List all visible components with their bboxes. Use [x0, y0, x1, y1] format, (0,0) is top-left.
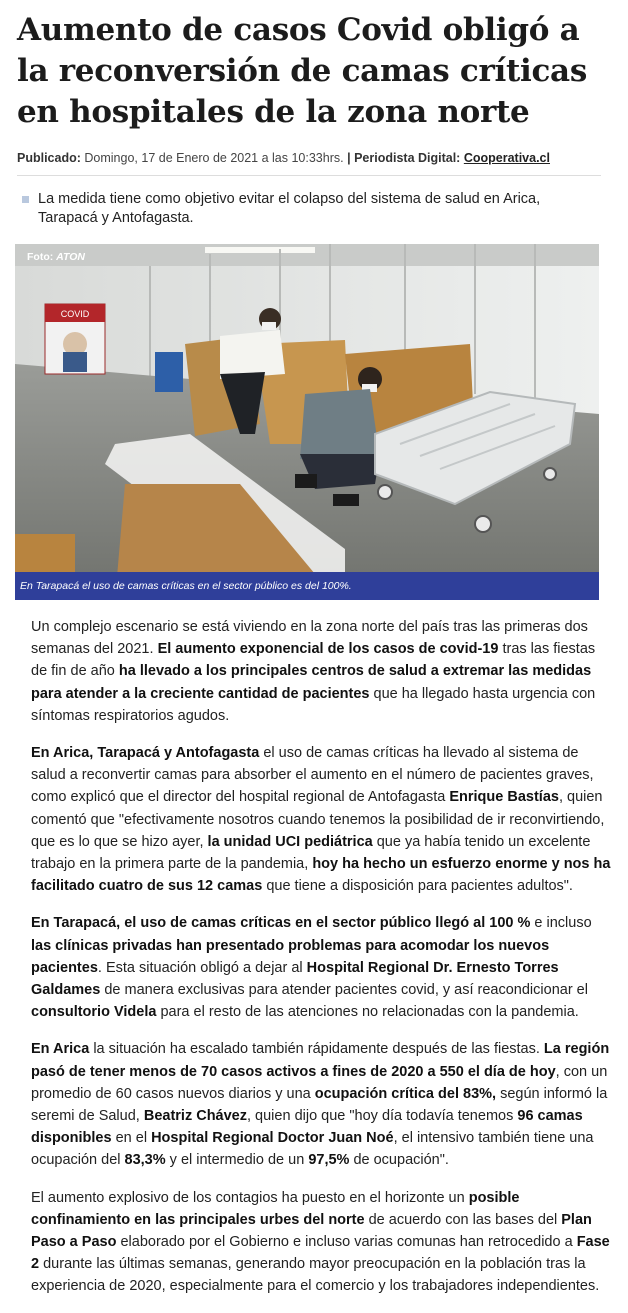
paragraph-text: durante las últimas semanas, generando mayor preocupación en la población tras la experiencia de 2020, especialmente para el comercio y los trabajadores independientes.	[31, 1256, 600, 1295]
paragraph-emphasis: Enrique Bastías	[449, 789, 559, 806]
photo-credit-value: ATON	[56, 251, 85, 263]
paragraph-text: que ha llegado hasta urgencia con síntomas respiratorios agudos.	[31, 685, 596, 724]
paragraph-text: que ya había tenido un excelente trabajo en la primera parte de la pandemia,	[31, 833, 591, 873]
paragraph-text: de ocupación".	[349, 1152, 449, 1169]
published-label: Publicado:	[17, 151, 81, 165]
paragraph-emphasis: En Arica, Tarapacá y Antofagasta	[31, 745, 260, 762]
paragraph-text: para el resto de las atenciones no relacionadas con la pandemia.	[156, 1004, 579, 1021]
article-photo	[15, 244, 599, 600]
paragraph-emphasis: 96 camas disponibles	[31, 1108, 583, 1147]
paragraph-emphasis: la unidad UCI pediátrica	[207, 833, 373, 850]
article-headline: Aumento de casos Covid obligó a la reconversión de camas críticas en hospitales de la zona norte	[17, 12, 587, 130]
poster-text: COVID	[60, 309, 90, 319]
paragraph-text: elaborado por el Gobierno e incluso varias comunas han retrocedido a	[116, 1234, 577, 1251]
article-paragraph	[31, 616, 615, 727]
paragraph-text: y el intermedio de un	[165, 1152, 309, 1169]
article-paragraph	[31, 1187, 615, 1298]
author-label: Periodista Digital:	[354, 151, 461, 165]
paragraph-text: en el	[111, 1130, 152, 1147]
paragraph-emphasis: las clínicas privadas han presentado problemas para acomodar los nuevos pacientes	[31, 937, 550, 976]
published-date: Domingo, 17 de Enero de 2021 a las 10:33hrs.	[84, 151, 344, 165]
paragraph-emphasis: consultorio Videla	[31, 1004, 157, 1021]
meta-separator: |	[347, 151, 351, 165]
paragraph-text: de manera exclusivas para atender pacientes covid, y así reacondicionar el	[100, 982, 588, 999]
article-meta	[17, 151, 612, 165]
paragraph-text: Un complejo escenario se está viviendo en la zona norte del país tras las primeras dos semanas del 2021.	[31, 619, 588, 658]
paragraph-emphasis: 97,5%	[308, 1152, 350, 1169]
paragraph-text: de acuerdo con las bases del	[364, 1211, 562, 1228]
photo-credit	[27, 251, 85, 263]
author-link[interactable]: Cooperativa.cl	[463, 151, 550, 165]
paragraph-emphasis: La región pasó de tener menos de 70 casos activos a fines de 2020 a 550 el día de hoy	[31, 1041, 610, 1080]
paragraph-text: , quien dijo que "hoy día todavía tenemos	[247, 1108, 518, 1125]
paragraph-text: que tiene a disposición para pacientes adultos".	[262, 878, 573, 895]
photo-caption: En Tarapacá el uso de camas críticas en el sector público es del 100%.	[15, 572, 599, 600]
paragraph-text: , quien comentó que "efectivamente nosotros cuando tenemos la posibilidad de ir reconvirtiendo, que es lo que se hizo ayer,	[31, 789, 605, 850]
article-body	[31, 616, 615, 1313]
paragraph-emphasis: En Tarapacá, el uso de camas críticas en el sector público llegó al 100 %	[31, 915, 531, 932]
article-paragraph	[31, 912, 615, 1023]
meta-divider	[17, 175, 601, 176]
paragraph-emphasis: ha llevado a los principales centros de salud a extremar las medidas para atender a la creciente cantidad de pacientes	[31, 663, 592, 702]
article-paragraph	[31, 742, 615, 897]
paragraph-emphasis: Hospital Regional Doctor Juan Noé	[151, 1130, 394, 1147]
paragraph-emphasis: Plan Paso a Paso	[31, 1211, 592, 1251]
paragraph-text: . Esta situación obligó a dejar al	[97, 959, 307, 976]
photo-illustration	[15, 244, 599, 600]
summary-text: La medida tiene como objetivo evitar el colapso del sistema de salud en Arica, Tarapacá y Antofagasta.	[38, 191, 541, 226]
paragraph-text: , con un promedio de 60 casos nuevos diarios y una	[31, 1063, 608, 1102]
article-paragraph	[31, 1038, 615, 1171]
paragraph-emphasis: 83,3%	[124, 1152, 166, 1169]
paragraph-emphasis: Hospital Regional Dr. Ernesto Torres Galdames	[31, 959, 559, 999]
paragraph-emphasis: ocupación crítica del 83%,	[314, 1085, 497, 1102]
photo-credit-label: Foto:	[27, 251, 54, 263]
paragraph-emphasis: El aumento exponencial de los casos de covid-19	[157, 641, 499, 658]
paragraph-text: la situación ha escalado también rápidamente después de las fiestas.	[89, 1041, 544, 1058]
paragraph-emphasis: Beatriz Chávez	[143, 1108, 247, 1125]
paragraph-text: tras las fiestas de fin de año	[31, 641, 596, 680]
article-summary	[22, 190, 592, 228]
paragraph-text: según informó la seremi de Salud,	[31, 1085, 608, 1125]
paragraph-emphasis: Fase 2	[31, 1234, 610, 1273]
paragraph-text: el uso de camas críticas ha llevado al sistema de salud a reconvertir camas para absorber el aumento en el número de pacientes graves, como explicó que el director del hospital regional de Antofagasta	[31, 745, 594, 806]
summary-bullet-icon	[22, 196, 29, 203]
paragraph-text: , el intensivo también tiene una ocupación del	[31, 1130, 594, 1169]
paragraph-text: El aumento explosivo de los contagios ha puesto en el horizonte un	[31, 1189, 469, 1206]
paragraph-emphasis: En Arica	[31, 1041, 90, 1058]
paragraph-emphasis: hoy ha hecho un esfuerzo enorme y nos ha facilitado cuatro de sus 12 camas	[31, 856, 611, 895]
paragraph-text: e incluso	[530, 915, 592, 932]
paragraph-emphasis: posible confinamiento en las principales urbes del norte	[31, 1189, 520, 1228]
